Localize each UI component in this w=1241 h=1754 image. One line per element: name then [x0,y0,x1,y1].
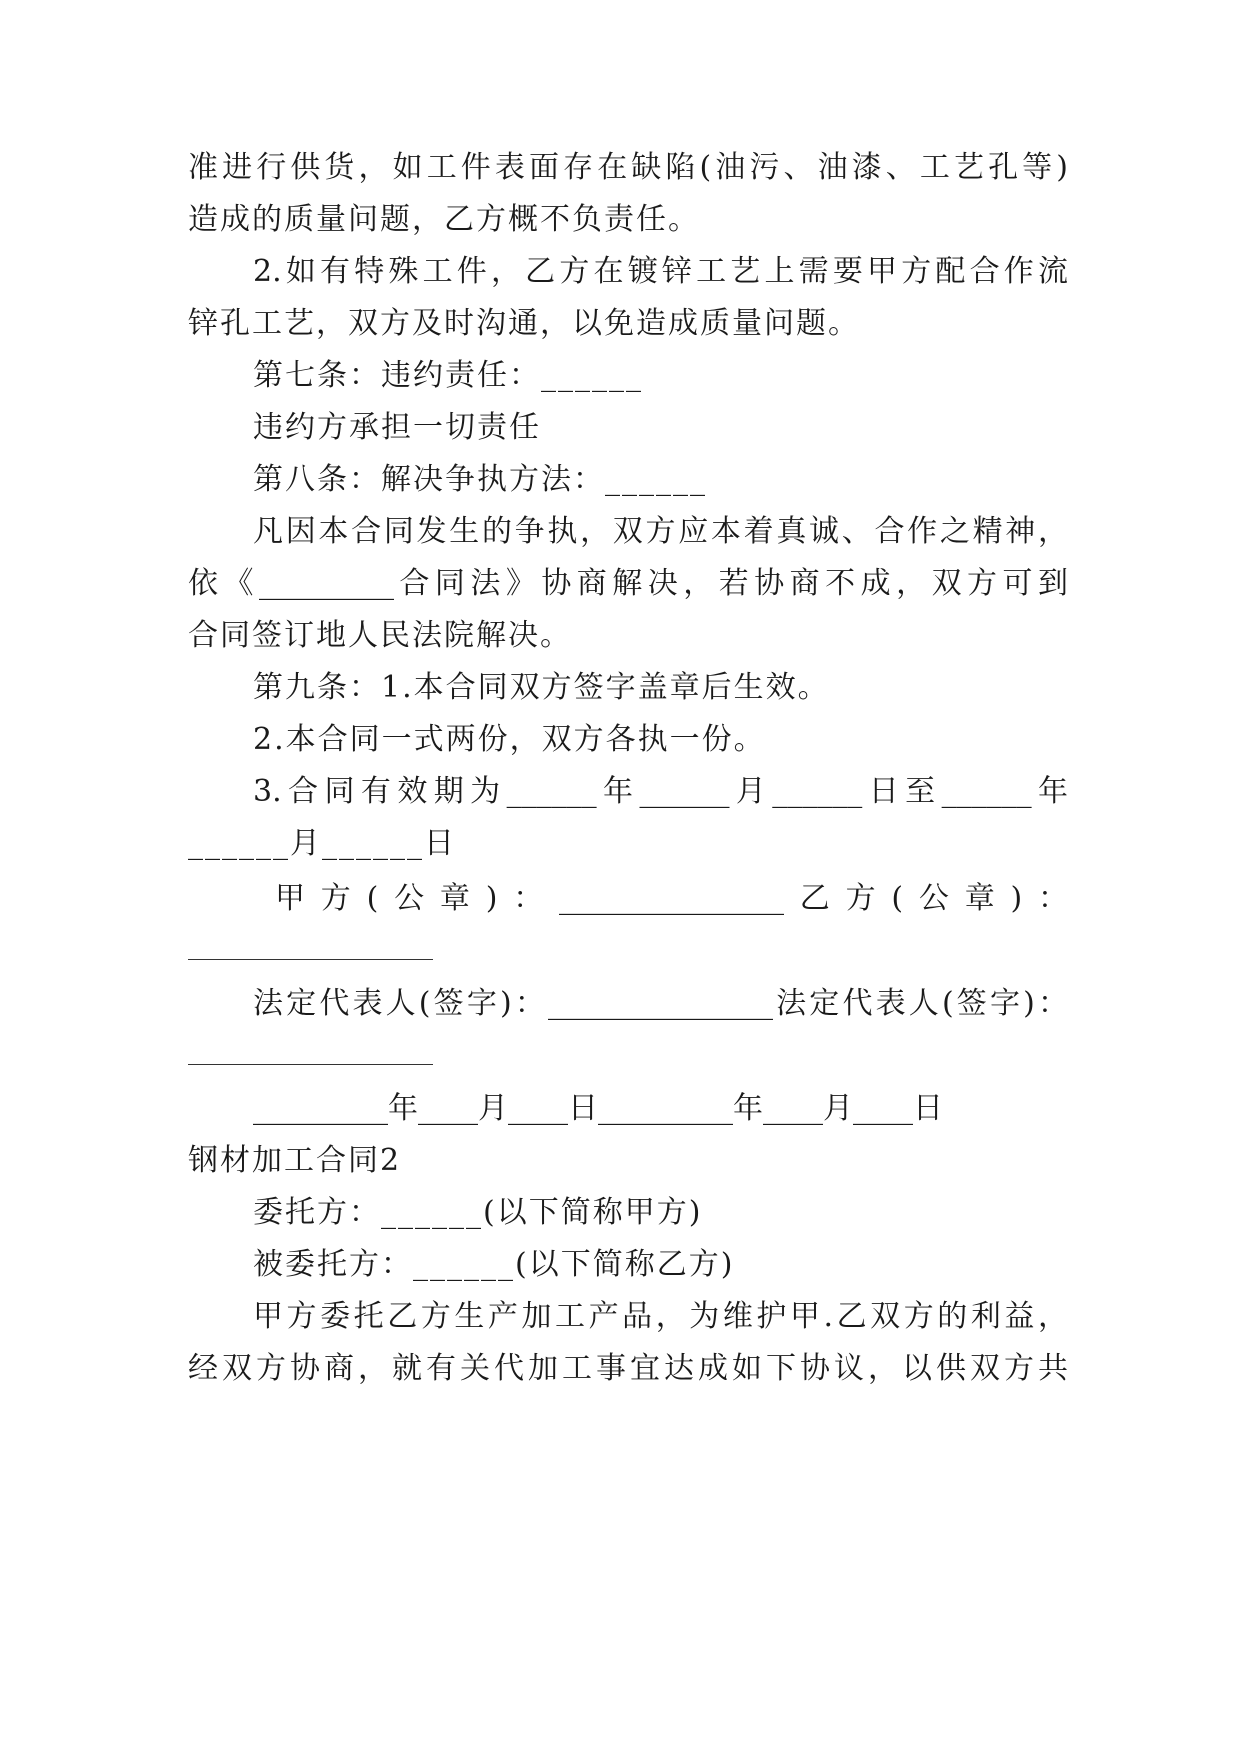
legal-representative-line: 法定代表人(签字)：_______________法定代表人(签字)： [253,986,1068,1021]
paragraph-line: 锌孔工艺，双方及时沟通，以免造成质量问题。 [188,306,860,341]
party-seal-line: 甲方(公章)：_______________乙方(公章)： [275,881,1068,916]
signing-date-line: _________年____月____日_________年____月____日 [253,1091,943,1126]
paragraph-line: 甲方委托乙方生产加工产品，为维护甲.乙双方的利益， [253,1299,1068,1334]
article-9-heading: 第九条：1.本合同双方签字盖章后生效。 [253,670,830,705]
paragraph-line: 依《_________合同法》协商解决，若协商不成，双方可到 [188,566,1068,601]
validity-period-line: 3.合同有效期为______年______月______日至______年 [253,774,1068,809]
paragraph-line: 经双方协商，就有关代加工事宜达成如下协议，以供双方共 [188,1351,1068,1386]
paragraph-line: 合同签订地人民法院解决。 [188,618,572,653]
contract-title: 钢材加工合同2 [188,1143,402,1178]
clause-line: 2.本合同一式两份，双方各执一份。 [253,722,766,757]
client-party-line: 委托方：______(以下简称甲方) [253,1195,703,1230]
contractor-party-line: 被委托方：______(以下简称乙方) [253,1247,735,1282]
validity-period-line: ______月______日 [188,826,456,861]
clause-line: 2.如有特殊工件，乙方在镀锌工艺上需要甲方配合作流 [253,254,1068,289]
signature-blank-rule [188,959,433,960]
paragraph-line: 造成的质量问题，乙方概不负责任。 [188,202,700,237]
article-8-heading: 第八条：解决争执方法：______ [253,462,707,497]
paragraph-line: 凡因本合同发生的争执，双方应本着真诚、合作之精神， [253,514,1068,549]
signature-blank-rule [188,1064,433,1065]
paragraph-line: 准进行供货，如工件表面存在缺陷(油污、油漆、工艺孔等) [188,150,1068,185]
paragraph-line: 违约方承担一切责任 [253,410,541,445]
article-7-heading: 第七条：违约责任：______ [253,358,643,393]
